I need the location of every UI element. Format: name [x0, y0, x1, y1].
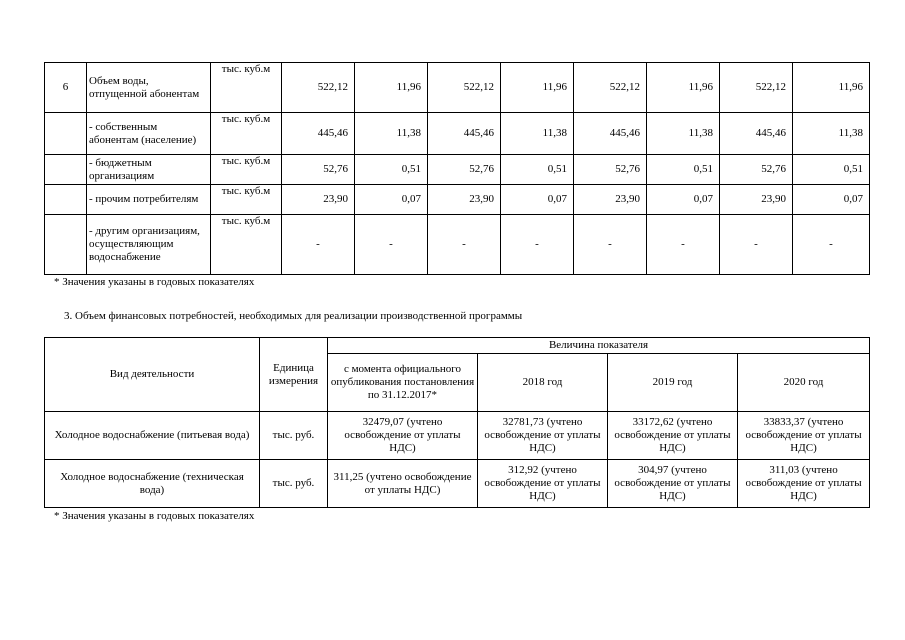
value-cell: -	[355, 215, 428, 275]
financial-needs-table	[44, 337, 870, 508]
value-cell: 52,76	[720, 155, 793, 185]
value-cell: 11,38	[501, 113, 574, 155]
indicator-name-cell: Объем воды, отпущенной абонентам	[87, 63, 211, 113]
header-period: с момента официального опубликования постановления по 31.12.2017*	[328, 354, 478, 412]
value-cell: 11,38	[355, 113, 428, 155]
table-row	[45, 113, 870, 155]
value-cell: 0,51	[501, 155, 574, 185]
value-cell: 32781,73 (учтено освобождение от уплаты НДС)	[478, 412, 608, 460]
value-cell: -	[574, 215, 647, 275]
value-cell: 304,97 (учтено освобождение от уплаты НДС)	[608, 460, 738, 508]
table-row	[45, 63, 870, 113]
value-cell: 11,38	[793, 113, 870, 155]
value-cell: 522,12	[720, 63, 793, 113]
value-cell: 0,07	[501, 185, 574, 215]
value-cell: -	[720, 215, 793, 275]
value-cell: 522,12	[574, 63, 647, 113]
table-note: * Значения указаны в годовых показателях	[54, 510, 255, 522]
value-cell: 33833,37 (учтено освобождение от уплаты НДС)	[738, 412, 870, 460]
indicator-name-cell: - другим организациям, осуществляющим водоснабжение	[87, 215, 211, 275]
activity-cell: Холодное водоснабжение (техническая вода)	[45, 460, 260, 508]
value-cell: 0,07	[355, 185, 428, 215]
value-cell: 11,38	[647, 113, 720, 155]
header-period: 2020 год	[738, 354, 870, 412]
value-cell: 32479,07 (учтено освобождение от уплаты НДС)	[328, 412, 478, 460]
value-cell: 445,46	[282, 113, 355, 155]
row-number-cell	[45, 215, 87, 275]
value-cell: -	[282, 215, 355, 275]
unit-cell: тыс. куб.м	[211, 63, 282, 113]
value-cell: 445,46	[574, 113, 647, 155]
value-cell: -	[647, 215, 720, 275]
value-cell: 522,12	[428, 63, 501, 113]
row-number-cell	[45, 185, 87, 215]
row-number-cell: 6	[45, 63, 87, 113]
table-note: * Значения указаны в годовых показателях	[54, 276, 255, 288]
unit-cell: тыс. руб.	[260, 412, 328, 460]
indicator-name-cell: - прочим потребителям	[87, 185, 211, 215]
unit-cell: тыс. куб.м	[211, 215, 282, 275]
row-number-cell	[45, 113, 87, 155]
value-cell: 52,76	[428, 155, 501, 185]
row-number-cell	[45, 155, 87, 185]
value-cell: 522,12	[282, 63, 355, 113]
value-cell: 11,96	[501, 63, 574, 113]
table-row	[45, 412, 870, 460]
unit-cell: тыс. руб.	[260, 460, 328, 508]
value-cell: 311,25 (учтено освобождение от уплаты НДС)	[328, 460, 478, 508]
unit-cell: тыс. куб.м	[211, 185, 282, 215]
value-cell: 0,07	[793, 185, 870, 215]
value-cell: 23,90	[574, 185, 647, 215]
header-unit: Единица измерения	[260, 338, 328, 412]
value-cell: -	[793, 215, 870, 275]
value-cell: 0,51	[647, 155, 720, 185]
value-cell: 445,46	[720, 113, 793, 155]
value-cell: 0,51	[793, 155, 870, 185]
indicator-name-cell: - бюджетным организациям	[87, 155, 211, 185]
value-cell: 52,76	[574, 155, 647, 185]
value-cell: 33172,62 (учтено освобождение от уплаты НДС)	[608, 412, 738, 460]
value-cell: 0,51	[355, 155, 428, 185]
table-row	[45, 460, 870, 508]
unit-cell: тыс. куб.м	[211, 113, 282, 155]
section-heading: 3. Объем финансовых потребностей, необходимых для реализации производственной программы	[64, 310, 523, 322]
value-cell: 312,92 (учтено освобождение от уплаты НДС)	[478, 460, 608, 508]
value-cell: 52,76	[282, 155, 355, 185]
value-cell: 0,07	[647, 185, 720, 215]
value-cell: 23,90	[428, 185, 501, 215]
value-cell: -	[501, 215, 574, 275]
header-period: 2019 год	[608, 354, 738, 412]
header-value: Величина показателя	[328, 338, 870, 354]
header-period: 2018 год	[478, 354, 608, 412]
water-volume-table	[44, 62, 870, 275]
value-cell: -	[428, 215, 501, 275]
header-activity: Вид деятельности	[45, 338, 260, 412]
table-row	[45, 185, 870, 215]
value-cell: 23,90	[720, 185, 793, 215]
value-cell: 23,90	[282, 185, 355, 215]
value-cell: 11,96	[793, 63, 870, 113]
indicator-name-cell: - собственным абонентам (население)	[87, 113, 211, 155]
unit-cell: тыс. куб.м	[211, 155, 282, 185]
table-row	[45, 155, 870, 185]
value-cell: 311,03 (учтено освобождение от уплаты НДС)	[738, 460, 870, 508]
table-row	[45, 215, 870, 275]
activity-cell: Холодное водоснабжение (питьевая вода)	[45, 412, 260, 460]
value-cell: 11,96	[355, 63, 428, 113]
value-cell: 11,96	[647, 63, 720, 113]
value-cell: 445,46	[428, 113, 501, 155]
